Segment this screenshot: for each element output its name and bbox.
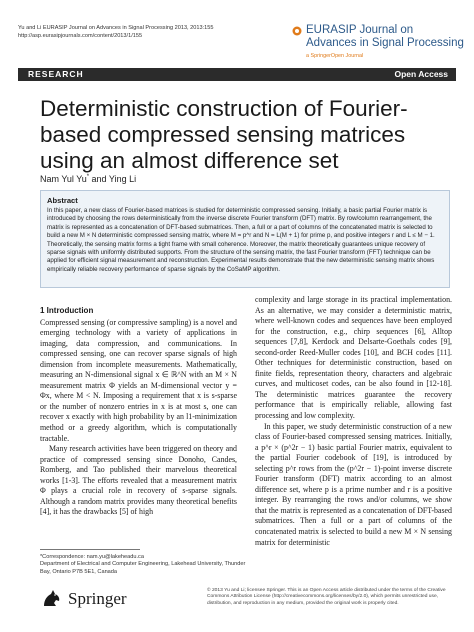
body-column-left [40,306,237,518]
abstract-heading: Abstract [47,196,78,205]
journal-name [306,24,466,50]
eurasip-logo-icon [292,26,302,36]
license-text: © 2013 Yu and Li; licensee Springer. This is an Open Access article distributed under the terms of the Creative Commons Attribution License (http://creativecommons.org/licenses/by/2.0), which permits unrestricted use, distribution, and reproduction in any medium, provided the original work is properly cited. [207,588,446,606]
journal-subtitle: a SpringerOpen Journal [306,53,364,59]
citation-line: Yu and Li EURASIP Journal on Advances in Signal Processing 2013, 2013:155 [18,25,214,31]
authors [40,174,136,184]
paragraph: In this paper, we study deterministic construction of a new class of Fourier-based compressed sensing matrices. Initially, a p^r × (p^2r − 1) basic partial Fourier matrix, equivalent to the partial Fourier codebook of [19], is introduced by selecting p^r rows from the (p^2r − 1)-point inverse discrete Fourier transform (DFT) matrix according to an almost difference set, where p is a prime number and r is a positive integer. By rearranging the rows and/or columns, we show that the matrix is represented as a concatenation of DFT-based submatrices. Then a full or a part of columns of the concatenated matrix is selected to build a new M × N sensing matrix for deterministic [255,421,452,547]
section-heading-introduction: 1 Introduction [40,306,94,315]
citation-url[interactable]: http://asp.eurasipjournals.com/content/2013/1/155 [18,33,143,39]
journal-name-line2: Advances in Signal Processing [306,37,464,49]
footnote-divider [40,549,140,550]
corresponding-mark: * [86,174,90,180]
article-type-label: RESEARCH [28,69,84,79]
paragraph: complexity and large storage in its practical implementation. As an alternative, we may consider a deterministic matrix, where well-known codes and sequences have been employed for the construction, e.g., chirp sequences [6], Alltop sequences [7,8], Kerdock and Delsarte-Goethals codes [9], second-order Reed-Muller codes [10], and BCH codes [11]. Other techniques for deterministic construction, based on finite fields, representation theory, characters and algebraic curves, and multicoset codes, can be also found in [12-18]. The deterministic matrices guarantee the recovery performance that is empirically reliable, allowing fast processing and low complexity. [255,295,452,421]
footnote [40,554,250,576]
author-1: Nam Yul Yu [40,174,87,184]
citation [18,24,214,40]
paper-title: Deterministic construction of Fourier-based compressed sensing matrices using an almost difference set [40,96,408,173]
springer-horse-logo-icon [40,588,64,608]
abstract-box [40,190,450,288]
article-type-bar [18,68,456,81]
journal-name-line1: EURASIP Journal on [306,24,414,36]
paragraph: Compressed sensing (or compressive sampling) is a novel and emerging technology with a variety of applications in imaging, data compression, and communications. In compressed sensing, one can recover sparse signals of high dimension from incomplete measurements. Mathematically, measuring an N-dimensional signal x ∈ ℝ^N with an M × N measurement matrix Φ yields an M-dimensional vector y = Φx, where M < N. Imposing a requirement that x is s-sparse or the number of nonzero entries in x is at most s, one can recover x exactly with high probability by an l1-minimization method or a greedy algorithm, which is computationally tractable. [40,317,237,443]
paragraph: Many research activities have been triggered on theory and practice of compressed sensing since Donoho, Candes, Romberg, and Tao published their marvelous theoretical works [1-3]. The efforts revealed that a measurement matrix Φ plays a crucial role in recovery of s-sparse signals. Although a random matrix provides many theoretical benefits [4], it has the drawbacks [5] of high [40,444,237,517]
correspondence-email[interactable]: *Correspondence: nam.yu@lakeheadu.ca [40,554,144,560]
springer-wordmark: Springer [68,589,127,608]
author-2: and Ying Li [89,174,137,184]
affiliation: Department of Electrical and Computer Engineering, Lakehead University, Thunder Bay, Ontario P7B 5E1, Canada [40,561,246,575]
body-column-right [255,295,452,548]
open-access-label: Open Access [394,69,448,79]
abstract-body: In this paper, a new class of Fourier-based matrices is studied for deterministic compressed sensing. Initially, a basic partial Fourier matrix is introduced by choosing the rows deterministically from the inverse discrete Fourier transform (DFT) matrix. By row/column rearrangement, the matrix is represented as a concatenation of DFT-based submatrices. Then, a full or a part of columns of the concatenated matrix is selected to build a new M × N deterministic compressed sensing matrix, where M = p^r and N = L(M + 1) for prime p, and positive integers r and L ≤ M − 1. Theoretically, the sensing matrix forms a tight frame with small coherence. Moreover, the matrix theoretically guarantees unique recovery of sparse signals with uniformly distributed supports. From the structure of the sensing matrix, the fast Fourier transform (FFT) technique can be applied for efficient signal measurement and reconstruction. Experimental results demonstrate that the new deterministic sensing matrix shows empirically reliable recovery performance of sparse signals by the CoSaMP algorithm. [47,207,435,273]
